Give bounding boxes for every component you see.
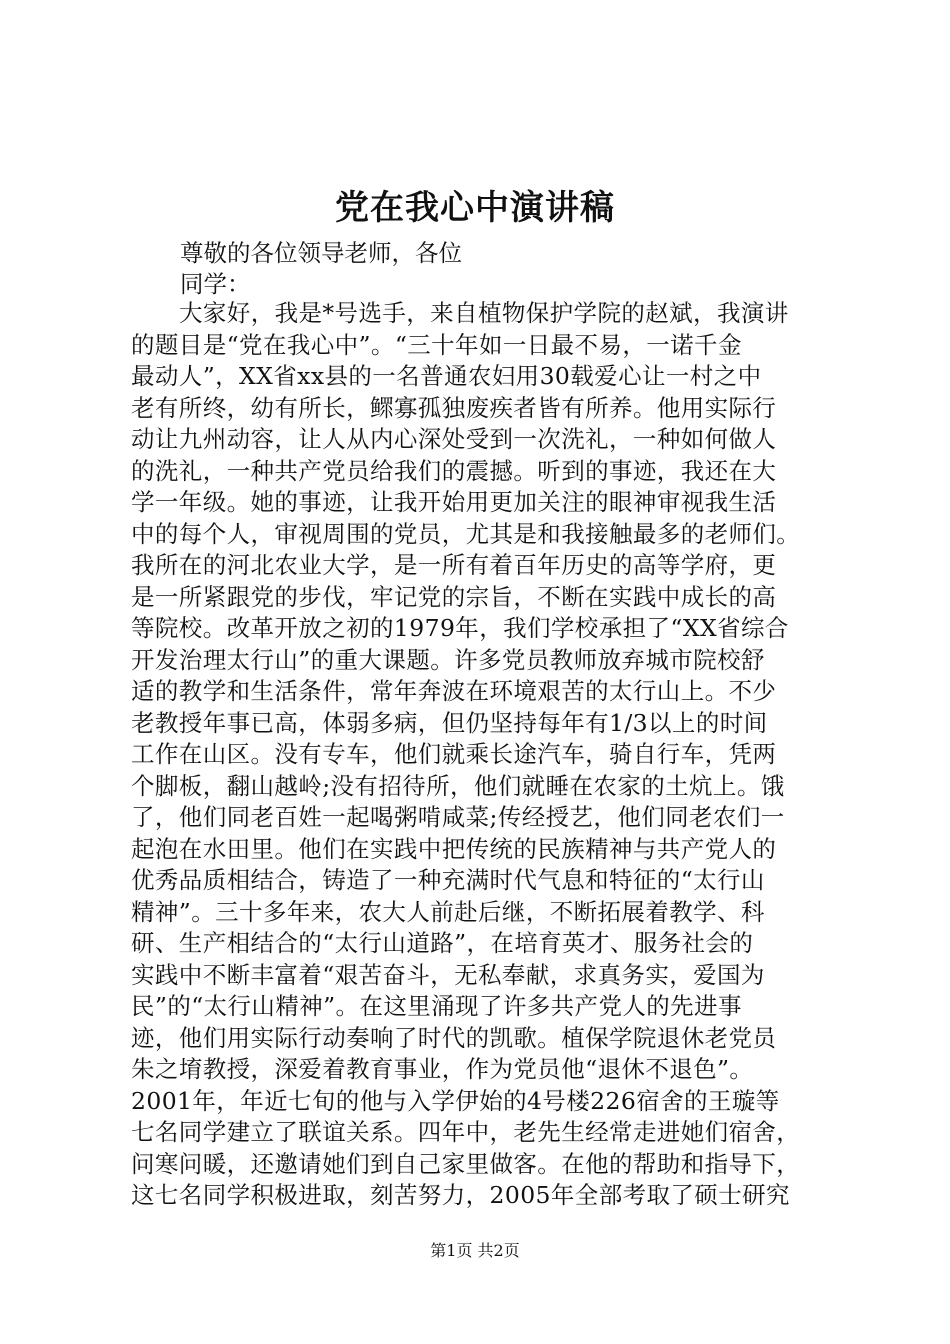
body-text bbox=[131, 298, 851, 1212]
text-line: 我所在的河北农业大学，是一所有着百年历史的高等学府，更 bbox=[131, 551, 777, 579]
text-line: 中的每个人，审视周围的党员，尤其是和我接触最多的老师们。 bbox=[131, 519, 801, 548]
text-line: 了，他们同老百姓一起喝粥啃咸菜;传经授艺，他们同老农们一 bbox=[131, 803, 785, 831]
text-line: 最动人”，XX省xx县的一名普通农妇用30载爱心让一村之中 bbox=[131, 362, 762, 390]
greeting-line-2: 同学： bbox=[180, 270, 251, 298]
text-line: 研、生产相结合的“太行山道路”，在培育英才、服务社会的 bbox=[131, 929, 754, 957]
page-footer: 第1页 共2页 bbox=[430, 1241, 520, 1260]
text-line: 是一所紧跟党的步伐，牢记党的宗旨，不断在实践中成长的高 bbox=[131, 582, 777, 611]
text-line: 适的教学和生活条件，常年奔波在环境艰苦的太行山上。不少 bbox=[131, 677, 777, 705]
text-line: 开发治理太行山”的重大课题。许多党员教师放弃城市院校舒 bbox=[131, 645, 765, 674]
text-line: 优秀品质相结合，铸造了一种充满时代气息和特征的“太行山 bbox=[131, 866, 765, 894]
text-line: 等院校。改革开放之初的1979年，我们学校承担了“XX省综合 bbox=[131, 614, 789, 642]
text-line: 动让九州动容，让人从内心深处受到一次洗礼，一种如何做人 bbox=[131, 425, 777, 453]
document-title: 党在我心中演讲稿 bbox=[335, 188, 615, 228]
text-line: 问寒问暖，还邀请她们到自己家里做客。在他的帮助和指导下， bbox=[131, 1149, 801, 1178]
text-line: 七名同学建立了联谊关系。四年中，老先生经常走进她们宿舍， bbox=[131, 1118, 801, 1146]
text-line: 实践中不断丰富着“艰苦奋斗，无私奉献，求真务实，爱国为 bbox=[131, 960, 765, 989]
text-line: 个脚板，翻山越岭;没有招待所，他们就睡在农家的土炕上。饿 bbox=[131, 771, 785, 800]
text-line: 2001年，年近七旬的他与入学伊始的4号楼226宿舍的王璇等 bbox=[131, 1086, 780, 1115]
text-line: 大家好，我是*号选手，来自植物保护学院的赵斌，我演讲 bbox=[179, 299, 789, 327]
text-line: 工作在山区。没有专车，他们就乘长途汽车，骑自行车，凭两 bbox=[131, 740, 777, 768]
text-line: 的题目是“党在我心中”。“三十年如一日最不易，一诺千金 bbox=[131, 330, 742, 359]
greeting-line-1: 尊敬的各位领导老师，各位 bbox=[180, 239, 462, 267]
text-line: 这七名同学积极进取，刻苦努力，2005年全部考取了硕士研究 bbox=[131, 1181, 790, 1209]
text-line: 迹，他们用实际行动奏响了时代的凯歌。植保学院退休老党员 bbox=[131, 1023, 777, 1052]
text-line: 朱之堉教授，深爱着教育事业，作为党员他“退休不退色”。 bbox=[131, 1055, 754, 1083]
text-line: 的洗礼，一种共产党员给我们的震撼。听到的事迹，我还在大 bbox=[131, 456, 777, 485]
text-line: 学一年级。她的事迹，让我开始用更加关注的眼神审视我生活 bbox=[131, 488, 777, 516]
text-line: 起泡在水田里。他们在实践中把传统的民族精神与共产党人的 bbox=[131, 834, 777, 863]
text-line: 民”的“太行山精神”。在这里涌现了许多共产党人的先进事 bbox=[131, 992, 742, 1020]
text-line: 老有所终，幼有所长，鳏寡孤独废疾者皆有所养。他用实际行 bbox=[131, 393, 777, 422]
text-line: 精神”。三十多年来，农大人前赴后继，不断拓展着教学、科 bbox=[131, 897, 765, 926]
text-line: 老教授年事已高，体弱多病，但仍坚持每年有1/3以上的时间 bbox=[131, 708, 768, 737]
